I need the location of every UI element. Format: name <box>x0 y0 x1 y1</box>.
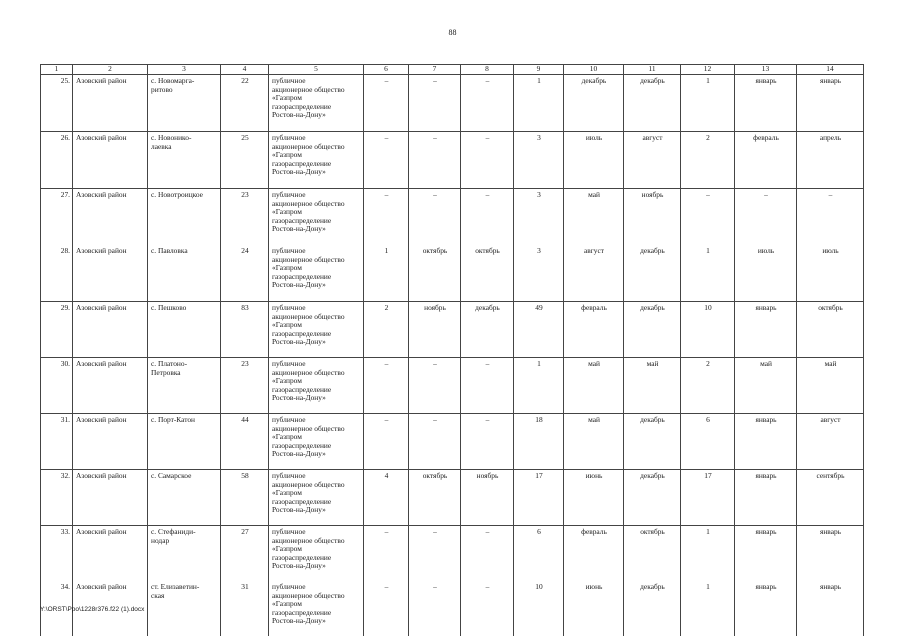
cell-line: акционерное общество <box>272 423 345 433</box>
col-7-cell: – <box>409 526 461 582</box>
table-row <box>41 75 864 132</box>
col-13-cell: май <box>735 358 797 414</box>
col-12-cell: 10 <box>681 302 735 358</box>
col-11-cell: декабрь <box>624 75 681 132</box>
row-number-cell: 32. <box>41 470 73 526</box>
col-14-cell: октябрь <box>797 302 864 358</box>
col-9-cell: 18 <box>514 414 564 470</box>
organization-cell <box>269 526 364 582</box>
cell-line: Ростов-на-Дону» <box>272 280 326 290</box>
column-header: 1 <box>41 65 73 75</box>
cell-line: нодар <box>151 535 170 545</box>
district-cell: Азовский район <box>73 75 148 132</box>
col-4-cell: 23 <box>221 358 269 414</box>
cell-line: публичное <box>272 190 306 199</box>
cell-line: «Газпром <box>272 320 302 330</box>
col-10-cell: июнь <box>564 470 624 526</box>
cell-line: акционерное общество <box>272 198 345 208</box>
col-7-cell: октябрь <box>409 470 461 526</box>
row-number-cell: 30. <box>41 358 73 414</box>
col-9-cell: 6 <box>514 526 564 582</box>
col-14-cell: июль <box>797 245 864 302</box>
column-header: 9 <box>514 65 564 75</box>
cell-line: с. Новомарга- <box>151 76 195 85</box>
col-13-cell: февраль <box>735 132 797 189</box>
col-7-cell: – <box>409 358 461 414</box>
col-9-cell: 3 <box>514 245 564 302</box>
cell-line: Ростов-на-Дону» <box>272 224 326 234</box>
col-4-cell: 44 <box>221 414 269 470</box>
col-11-cell: август <box>624 132 681 189</box>
table-row <box>41 189 864 246</box>
col-14-cell: январь <box>797 75 864 132</box>
col-6-cell: – <box>364 358 409 414</box>
column-header: 8 <box>461 65 514 75</box>
row-number-cell: 31. <box>41 414 73 470</box>
col-12-cell: 1 <box>681 245 735 302</box>
settlement-cell <box>148 358 221 414</box>
document-path-footer: Y:\ORST\Ppo\1228r376.f22 (1).docx <box>40 606 145 613</box>
row-number-cell: 33. <box>41 526 73 582</box>
col-4-cell: 25 <box>221 132 269 189</box>
cell-line: ская <box>151 590 165 600</box>
table-row <box>41 358 864 414</box>
col-14-cell: май <box>797 358 864 414</box>
col-9-cell: 17 <box>514 470 564 526</box>
cell-line: с. Платоно- <box>151 359 188 368</box>
col-10-cell: май <box>564 414 624 470</box>
cell-line: Ростов-на-Дону» <box>272 561 326 571</box>
district-cell: Азовский район <box>73 414 148 470</box>
col-4-cell: 83 <box>221 302 269 358</box>
settlement-cell <box>148 132 221 189</box>
col-13-cell: январь <box>735 470 797 526</box>
col-9-cell: 49 <box>514 302 564 358</box>
organization-cell <box>269 245 364 302</box>
organization-cell <box>269 132 364 189</box>
cell-line: «Газпром <box>272 544 302 554</box>
table-row <box>41 414 864 470</box>
col-8-cell: – <box>461 358 514 414</box>
col-13-cell: – <box>735 189 797 246</box>
settlement-cell <box>148 414 221 470</box>
col-11-cell: ноябрь <box>624 189 681 246</box>
table-row <box>41 470 864 526</box>
column-header: 2 <box>73 65 148 75</box>
cell-line: с. Павловка <box>151 246 188 255</box>
cell-line: «Газпром <box>272 263 302 273</box>
col-14-cell: – <box>797 189 864 246</box>
row-number-cell: 27. <box>41 189 73 246</box>
organization-cell <box>269 470 364 526</box>
settlement-cell <box>148 526 221 582</box>
cell-line: публичное <box>272 359 306 368</box>
cell-line: акционерное общество <box>272 590 345 600</box>
settlement-cell <box>148 470 221 526</box>
district-cell: Азовский район <box>73 245 148 302</box>
cell-line: «Газпром <box>272 432 302 442</box>
organization-cell <box>269 581 364 636</box>
row-number-cell: 29. <box>41 302 73 358</box>
col-12-cell: 2 <box>681 132 735 189</box>
col-10-cell: май <box>564 358 624 414</box>
district-cell: Азовский район <box>73 189 148 246</box>
cell-line: акционерное общество <box>272 535 345 545</box>
district-cell: Азовский район <box>73 358 148 414</box>
col-8-cell: декабрь <box>461 302 514 358</box>
cell-line: публичное <box>272 582 306 591</box>
cell-line: газораспределение <box>272 158 332 168</box>
cell-line: публичное <box>272 415 306 424</box>
cell-line: «Газпром <box>272 488 302 498</box>
col-13-cell: январь <box>735 414 797 470</box>
cell-line: газораспределение <box>272 271 332 281</box>
col-7-cell: – <box>409 581 461 636</box>
col-4-cell: 27 <box>221 526 269 582</box>
column-header: 6 <box>364 65 409 75</box>
cell-line: публичное <box>272 246 306 255</box>
cell-line: акционерное общество <box>272 367 345 377</box>
column-header: 5 <box>269 65 364 75</box>
col-4-cell: 22 <box>221 75 269 132</box>
col-8-cell: – <box>461 414 514 470</box>
cell-line: акционерное общество <box>272 84 345 94</box>
organization-cell <box>269 414 364 470</box>
col-11-cell: октябрь <box>624 526 681 582</box>
col-7-cell: – <box>409 75 461 132</box>
cell-line: ритово <box>151 84 173 94</box>
col-10-cell: июнь <box>564 581 624 636</box>
col-13-cell: январь <box>735 581 797 636</box>
district-cell: Азовский район <box>73 526 148 582</box>
column-header: 3 <box>148 65 221 75</box>
col-6-cell: – <box>364 526 409 582</box>
col-7-cell: ноябрь <box>409 302 461 358</box>
cell-line: Ростов-на-Дону» <box>272 505 326 515</box>
col-4-cell: 58 <box>221 470 269 526</box>
col-7-cell: – <box>409 414 461 470</box>
data-table <box>40 64 864 636</box>
cell-line: «Газпром <box>272 376 302 386</box>
cell-line: акционерное общество <box>272 141 345 151</box>
organization-cell <box>269 358 364 414</box>
cell-line: газораспределение <box>272 101 332 111</box>
organization-cell <box>269 302 364 358</box>
col-6-cell: 2 <box>364 302 409 358</box>
cell-line: Петровка <box>151 367 181 377</box>
col-8-cell: – <box>461 581 514 636</box>
column-header: 13 <box>735 65 797 75</box>
col-4-cell: 31 <box>221 581 269 636</box>
cell-line: с. Новонико- <box>151 133 192 142</box>
cell-line: «Газпром <box>272 599 302 609</box>
settlement-cell <box>148 302 221 358</box>
col-8-cell: ноябрь <box>461 470 514 526</box>
col-12-cell: 6 <box>681 414 735 470</box>
col-7-cell: – <box>409 132 461 189</box>
row-number-cell: 26. <box>41 132 73 189</box>
col-11-cell: декабрь <box>624 581 681 636</box>
cell-line: лаевка <box>151 141 172 151</box>
col-9-cell: 3 <box>514 189 564 246</box>
col-9-cell: 1 <box>514 358 564 414</box>
cell-line: Ростов-на-Дону» <box>272 110 326 120</box>
cell-line: с. Стефаниди- <box>151 527 196 536</box>
col-14-cell: январь <box>797 581 864 636</box>
row-number-cell: 34. <box>41 581 73 636</box>
table-row <box>41 581 864 636</box>
col-14-cell: август <box>797 414 864 470</box>
col-4-cell: 24 <box>221 245 269 302</box>
col-12-cell: 2 <box>681 358 735 414</box>
cell-line: газораспределение <box>272 552 332 562</box>
district-cell: Азовский район <box>73 581 148 636</box>
col-8-cell: – <box>461 75 514 132</box>
settlement-cell <box>148 189 221 246</box>
cell-line: публичное <box>272 303 306 312</box>
col-6-cell: 1 <box>364 245 409 302</box>
cell-line: публичное <box>272 76 306 85</box>
cell-line: с. Порт-Катон <box>151 415 196 424</box>
col-12-cell: 17 <box>681 470 735 526</box>
col-10-cell: июль <box>564 132 624 189</box>
col-11-cell: декабрь <box>624 302 681 358</box>
cell-line: Ростов-на-Дону» <box>272 167 326 177</box>
column-header: 10 <box>564 65 624 75</box>
col-14-cell: апрель <box>797 132 864 189</box>
organization-cell <box>269 189 364 246</box>
col-12-cell: – <box>681 189 735 246</box>
col-10-cell: февраль <box>564 302 624 358</box>
table-row <box>41 245 864 302</box>
col-8-cell: – <box>461 526 514 582</box>
col-9-cell: 1 <box>514 75 564 132</box>
settlement-cell <box>148 245 221 302</box>
cell-line: газораспределение <box>272 496 332 506</box>
col-11-cell: декабрь <box>624 470 681 526</box>
col-12-cell: 1 <box>681 581 735 636</box>
column-number-header-row <box>41 65 864 75</box>
cell-line: акционерное общество <box>272 254 345 264</box>
col-13-cell: июль <box>735 245 797 302</box>
col-13-cell: январь <box>735 75 797 132</box>
cell-line: Ростов-на-Дону» <box>272 393 326 403</box>
col-11-cell: декабрь <box>624 414 681 470</box>
col-13-cell: январь <box>735 526 797 582</box>
col-12-cell: 1 <box>681 75 735 132</box>
col-6-cell: 4 <box>364 470 409 526</box>
cell-line: газораспределение <box>272 328 332 338</box>
cell-line: акционерное общество <box>272 311 345 321</box>
col-6-cell: – <box>364 75 409 132</box>
cell-line: Ростов-на-Дону» <box>272 616 326 626</box>
settlement-cell <box>148 581 221 636</box>
col-11-cell: май <box>624 358 681 414</box>
col-10-cell: декабрь <box>564 75 624 132</box>
cell-line: «Газпром <box>272 150 302 160</box>
col-10-cell: август <box>564 245 624 302</box>
col-6-cell: – <box>364 581 409 636</box>
table-row <box>41 132 864 189</box>
cell-line: Ростов-на-Дону» <box>272 337 326 347</box>
cell-line: газораспределение <box>272 607 332 617</box>
cell-line: с. Новотроицкое <box>151 190 203 199</box>
cell-line: ст. Елизаветин- <box>151 582 200 591</box>
table-row <box>41 302 864 358</box>
cell-line: газораспределение <box>272 215 332 225</box>
col-12-cell: 1 <box>681 526 735 582</box>
organization-cell <box>269 75 364 132</box>
district-cell: Азовский район <box>73 132 148 189</box>
col-8-cell: октябрь <box>461 245 514 302</box>
column-header: 11 <box>624 65 681 75</box>
col-6-cell: – <box>364 414 409 470</box>
row-number-cell: 28. <box>41 245 73 302</box>
column-header: 12 <box>681 65 735 75</box>
column-header: 7 <box>409 65 461 75</box>
cell-line: публичное <box>272 527 306 536</box>
col-7-cell: октябрь <box>409 245 461 302</box>
table-row <box>41 526 864 582</box>
col-6-cell: – <box>364 132 409 189</box>
row-number-cell: 25. <box>41 75 73 132</box>
col-6-cell: – <box>364 189 409 246</box>
col-7-cell: – <box>409 189 461 246</box>
cell-line: газораспределение <box>272 384 332 394</box>
col-9-cell: 10 <box>514 581 564 636</box>
cell-line: газораспределение <box>272 440 332 450</box>
cell-line: Ростов-на-Дону» <box>272 449 326 459</box>
cell-line: публичное <box>272 471 306 480</box>
table-body <box>41 65 864 637</box>
col-14-cell: январь <box>797 526 864 582</box>
col-8-cell: – <box>461 132 514 189</box>
col-4-cell: 23 <box>221 189 269 246</box>
page-number: 88 <box>448 28 457 37</box>
column-header: 4 <box>221 65 269 75</box>
col-9-cell: 3 <box>514 132 564 189</box>
district-cell: Азовский район <box>73 470 148 526</box>
cell-line: публичное <box>272 133 306 142</box>
col-10-cell: май <box>564 189 624 246</box>
cell-line: «Газпром <box>272 93 302 103</box>
column-header: 14 <box>797 65 864 75</box>
cell-line: с. Пешково <box>151 303 187 312</box>
col-8-cell: – <box>461 189 514 246</box>
col-10-cell: февраль <box>564 526 624 582</box>
district-cell: Азовский район <box>73 302 148 358</box>
cell-line: «Газпром <box>272 207 302 217</box>
cell-line: с. Самарское <box>151 471 192 480</box>
cell-line: акционерное общество <box>272 479 345 489</box>
col-13-cell: январь <box>735 302 797 358</box>
settlement-cell <box>148 75 221 132</box>
col-11-cell: декабрь <box>624 245 681 302</box>
col-14-cell: сентябрь <box>797 470 864 526</box>
